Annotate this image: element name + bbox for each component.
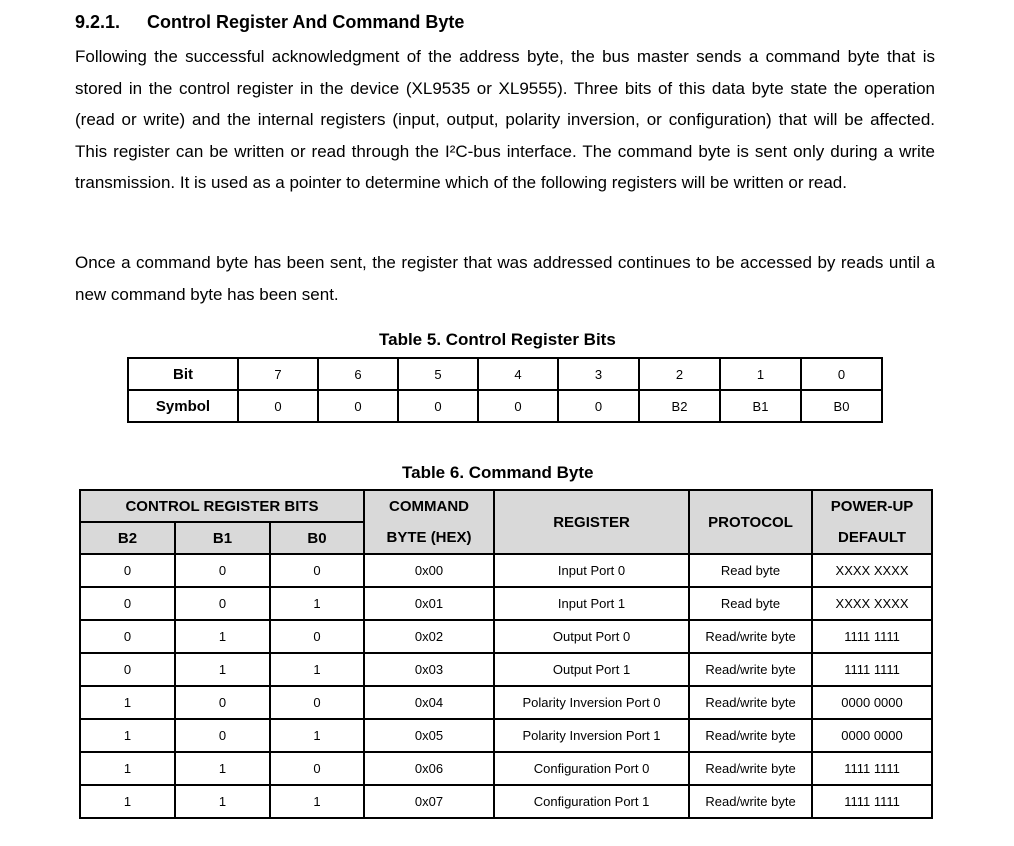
b0-cell: 1 — [270, 719, 364, 752]
command-hex-cell: 0x02 — [364, 620, 494, 653]
register-cell: Polarity Inversion Port 1 — [494, 719, 689, 752]
register-cell: Configuration Port 1 — [494, 785, 689, 818]
table5-cell: 0 — [318, 390, 398, 422]
protocol-cell: Read/write byte — [689, 785, 812, 818]
register-cell: Output Port 1 — [494, 653, 689, 686]
b1-cell: 0 — [175, 719, 270, 752]
b2-cell: 1 — [80, 785, 175, 818]
command-byte-header: COMMAND — [364, 490, 494, 522]
protocol-cell: Read/write byte — [689, 752, 812, 785]
b0-cell: 1 — [270, 785, 364, 818]
protocol-cell: Read/write byte — [689, 686, 812, 719]
command-hex-cell: 0x03 — [364, 653, 494, 686]
b2-cell: 1 — [80, 719, 175, 752]
b2-cell: 0 — [80, 620, 175, 653]
table5-cell: 0 — [398, 390, 478, 422]
register-header: REGISTER — [494, 490, 689, 554]
table5-cell: 1 — [720, 358, 801, 390]
section-title: Control Register And Command Byte — [147, 12, 465, 32]
b2-cell: 0 — [80, 587, 175, 620]
b0-cell: 0 — [270, 752, 364, 785]
protocol-cell: Read/write byte — [689, 719, 812, 752]
command-hex-cell: 0x06 — [364, 752, 494, 785]
command-byte-header-line2: BYTE (HEX) — [364, 522, 494, 554]
register-cell: Input Port 1 — [494, 587, 689, 620]
command-hex-cell: 0x00 — [364, 554, 494, 587]
b2-cell: 1 — [80, 752, 175, 785]
table5-cell: B0 — [801, 390, 882, 422]
table5-cell: 3 — [558, 358, 639, 390]
b1-cell: 0 — [175, 587, 270, 620]
b0-cell: 0 — [270, 554, 364, 587]
b0-header: B0 — [270, 522, 364, 554]
b1-cell: 1 — [175, 620, 270, 653]
table5-cell: 0 — [801, 358, 882, 390]
table-row — [80, 686, 932, 719]
protocol-cell: Read byte — [689, 587, 812, 620]
table5-cell: 6 — [318, 358, 398, 390]
b1-cell: 0 — [175, 686, 270, 719]
table5-cell: 7 — [238, 358, 318, 390]
b0-cell: 1 — [270, 653, 364, 686]
table6-caption: Table 6. Command Byte — [402, 463, 594, 482]
control-register-bits-table — [127, 357, 883, 423]
table5-cell: 0 — [478, 390, 558, 422]
b2-cell: 1 — [80, 686, 175, 719]
table5-cell: 2 — [639, 358, 720, 390]
powerup-default-cell: 1111 1111 — [812, 752, 932, 785]
table5-cell: 0 — [238, 390, 318, 422]
table-row — [80, 587, 932, 620]
table-row — [80, 752, 932, 785]
powerup-default-cell: XXXX XXXX — [812, 587, 932, 620]
table-row — [80, 785, 932, 818]
table5-row-symbol — [128, 390, 882, 422]
powerup-default-cell: 0000 0000 — [812, 686, 932, 719]
table5-cell: B2 — [639, 390, 720, 422]
table-row — [80, 620, 932, 653]
protocol-cell: Read/write byte — [689, 620, 812, 653]
powerup-default-header: POWER-UP — [812, 490, 932, 522]
section-number: 9.2.1. — [75, 12, 121, 32]
table5-row-bit — [128, 358, 882, 390]
command-byte-table — [79, 489, 933, 819]
table5-cell: 4 — [478, 358, 558, 390]
b1-header: B1 — [175, 522, 270, 554]
command-hex-cell: 0x05 — [364, 719, 494, 752]
paragraph-addressing: Once a command byte has been sent, the register that was addressed continues to be accessed by reads until a new command byte has been sent. — [75, 253, 935, 304]
table5-cell: 5 — [398, 358, 478, 390]
table-row — [80, 554, 932, 587]
protocol-cell: Read/write byte — [689, 653, 812, 686]
b0-cell: 0 — [270, 686, 364, 719]
table5-cell: B1 — [720, 390, 801, 422]
register-cell: Configuration Port 0 — [494, 752, 689, 785]
b2-header: B2 — [80, 522, 175, 554]
b1-cell: 1 — [175, 785, 270, 818]
control-register-bits-header: CONTROL REGISTER BITS — [80, 490, 364, 522]
table-row — [80, 719, 932, 752]
powerup-default-cell: 0000 0000 — [812, 719, 932, 752]
table6-header-row — [80, 490, 932, 522]
table5-cell: Symbol — [128, 390, 238, 422]
register-cell: Polarity Inversion Port 0 — [494, 686, 689, 719]
command-hex-cell: 0x01 — [364, 587, 494, 620]
powerup-default-header-line2: DEFAULT — [812, 522, 932, 554]
powerup-default-cell: 1111 1111 — [812, 620, 932, 653]
powerup-default-cell: XXXX XXXX — [812, 554, 932, 587]
protocol-cell: Read byte — [689, 554, 812, 587]
table5-cell: 0 — [558, 390, 639, 422]
register-cell: Input Port 0 — [494, 554, 689, 587]
table5-caption: Table 5. Control Register Bits — [379, 330, 616, 349]
table5-cell: Bit — [128, 358, 238, 390]
protocol-header: PROTOCOL — [689, 490, 812, 554]
b2-cell: 0 — [80, 653, 175, 686]
b0-cell: 0 — [270, 620, 364, 653]
b1-cell: 1 — [175, 752, 270, 785]
table-row — [80, 653, 932, 686]
b0-cell: 1 — [270, 587, 364, 620]
paragraph-command-byte: Following the successful acknowledgment of the address byte, the bus master sends a command byte that is stored in the control register in the device (XL9535 or XL9555). Three bits of this data byte state the operation (read or write) and the internal registers (input, output, polarity inversion, or configuration) that will be affected. This register can be written or read through the I²C-bus interface. The command byte is sent only during a write transmission. It is used as a pointer to determine which of the following registers will be written or read. — [75, 47, 935, 193]
powerup-default-cell: 1111 1111 — [812, 785, 932, 818]
register-cell: Output Port 0 — [494, 620, 689, 653]
b1-cell: 1 — [175, 653, 270, 686]
command-hex-cell: 0x07 — [364, 785, 494, 818]
powerup-default-cell: 1111 1111 — [812, 653, 932, 686]
b1-cell: 0 — [175, 554, 270, 587]
b2-cell: 0 — [80, 554, 175, 587]
section-heading — [75, 12, 464, 33]
command-hex-cell: 0x04 — [364, 686, 494, 719]
